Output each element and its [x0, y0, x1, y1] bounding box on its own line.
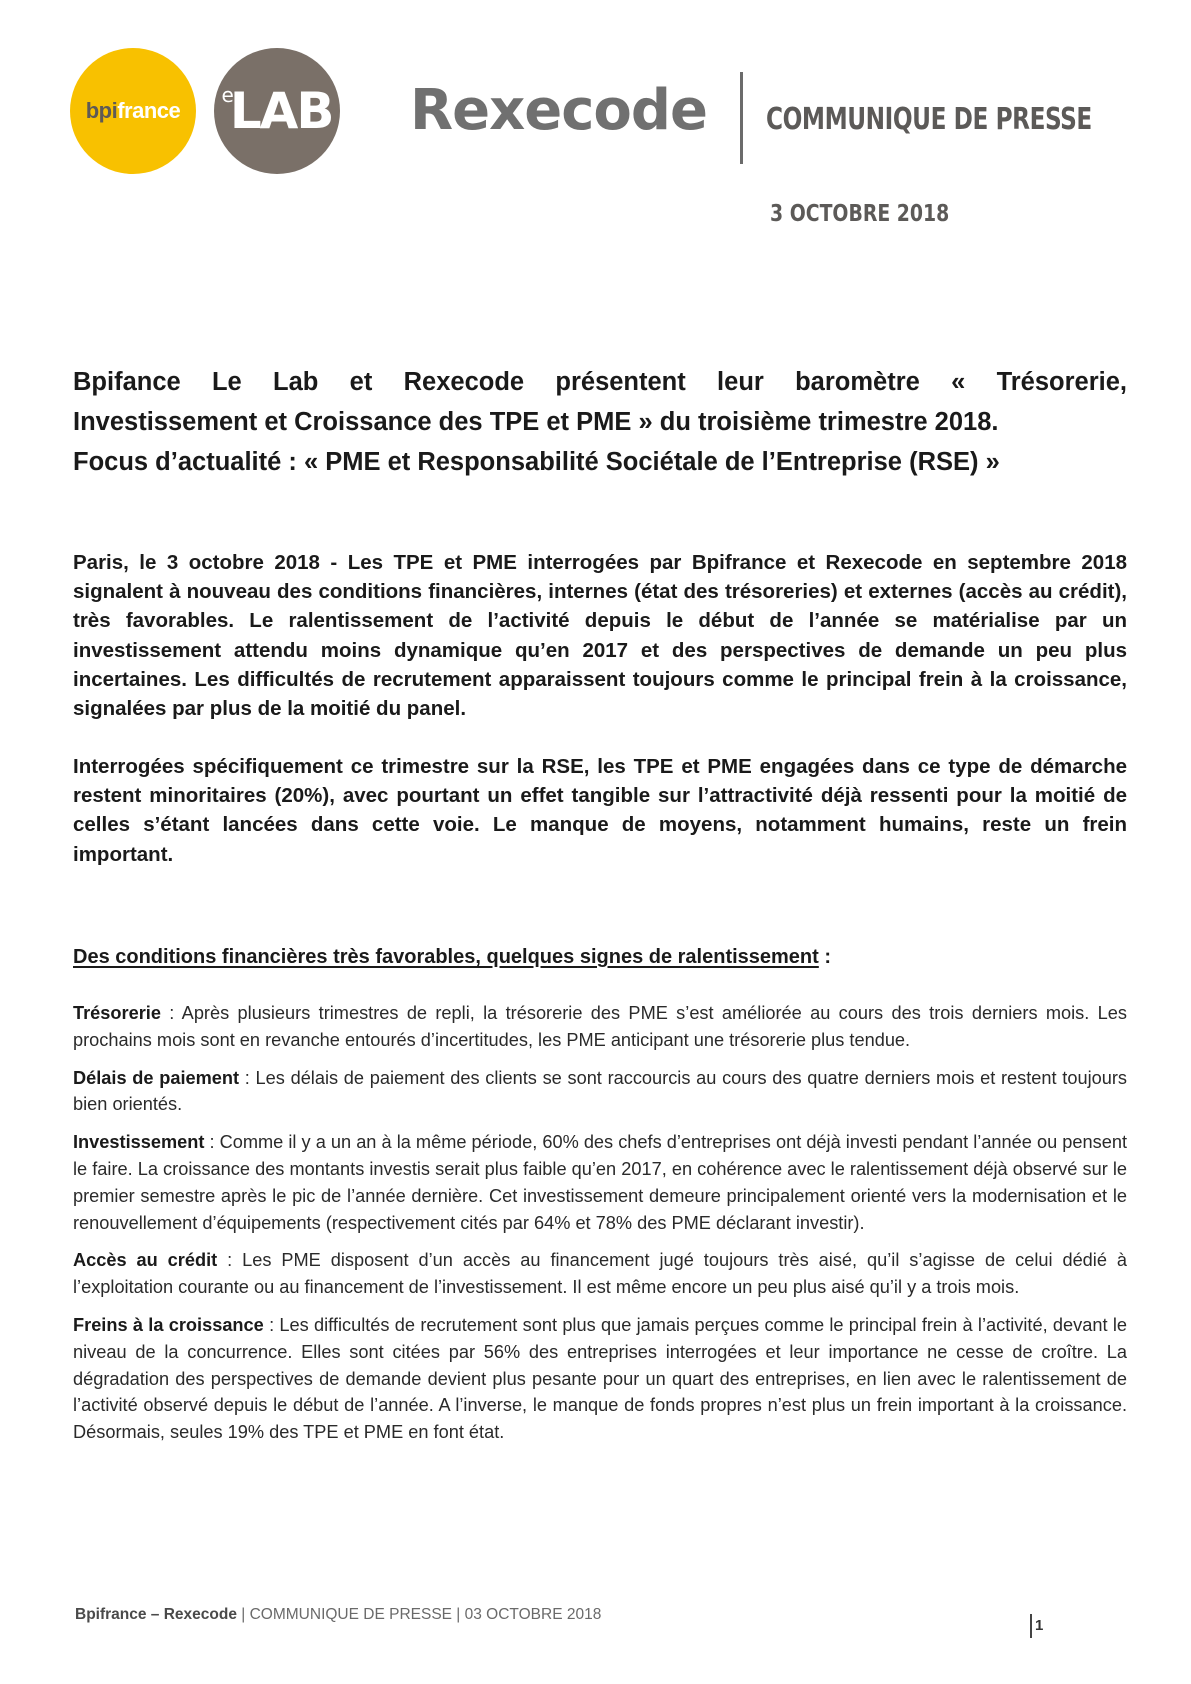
section-heading-text: Des conditions financières très favorables, quelques signes de ralentissement	[73, 946, 819, 968]
intro-paragraph-1: Paris, le 3 octobre 2018 - Les TPE et PME interrogées par Bpifrance et Rexecode en septembre 2018 signalent à nouveau des conditions financières, internes (état des trésoreries) et externes (accès au crédit), très favorables. Le ralentissement de l’activité depuis le début de l’année se matérialise par un investissement attendu moins dynamique qu’en 2017 et des perspectives de demande un peu plus incertaines. Les difficultés de recrutement apparaissent toujours comme le principal frein à la croissance, signalées par plus de la moitié du panel.	[73, 551, 1127, 721]
item-text: : Les PME disposent d’un accès au financement jugé toujours très aisé, qu’il s’agisse de celui dédié à l’exploitation courante ou au financement de l’investissement. Il est même encore un peu plus aisé qu’il y a trois mois.	[73, 1250, 1127, 1298]
item-investissement	[73, 1129, 1127, 1236]
page-footer	[75, 1606, 601, 1624]
item-text: : Après plusieurs trimestres de repli, la trésorerie des PME s’est améliorée au cours des trois derniers mois. Les prochains mois sont en revanche entourés d’incertitudes, les PME anticipant une trésorerie plus tendue.	[73, 1003, 1127, 1050]
item-text: : Les difficultés de recrutement sont plus que jamais perçues comme le principal frein à l’activité, devant le niveau de la concurrence. Elles sont citées par 56% des entreprises interrogées et leur importance ne cesse de croître. La dégradation des perspectives de demande devient plus pesante pour un quart des entreprises, en lien avec le ralentissement de l’activité observé depuis le début de l’année. A l’inverse, le manque de fonds propres n’est plus un frein important à la croissance. Désormais, seules 19% des TPE et PME en font état.	[73, 1314, 1127, 1443]
press-release-label: COMMUNIQUE DE PRESSE	[766, 102, 1092, 137]
item-freins-croissance	[73, 1312, 1127, 1446]
item-label: Investissement	[73, 1132, 205, 1153]
item-acces-credit	[73, 1247, 1127, 1301]
footer-brand: Bpifrance – Rexecode	[75, 1606, 237, 1623]
item-label: Freins à la croissance	[73, 1314, 264, 1335]
footer-info: | COMMUNIQUE DE PRESSE | 03 OCTOBRE 2018	[236, 1606, 602, 1623]
page-number-divider	[1030, 1614, 1032, 1638]
page-number: 1	[1035, 1617, 1044, 1634]
rexecode-logo: Rexecode	[410, 78, 707, 143]
header-divider	[740, 72, 743, 164]
item-label: Délais de paiement	[73, 1067, 240, 1088]
intro-paragraph-2: Interrogées spécifiquement ce trimestre sur la RSE, les TPE et PME engagées dans ce type de démarche restent minoritaires (20%), avec pourtant un effet tangible sur l’attractivité déjà ressenti pour la moitié de celles s’étant lancées dans cette voie. Le manque de moyens, notamment humains, reste un frein important.	[73, 755, 1127, 866]
le-lab-logo-text: $^e$LAB	[221, 82, 333, 140]
item-tresorerie	[73, 1000, 1127, 1054]
title-line-2: Investissement et Croissance des TPE et PME » du troisième trimestre 2018.	[73, 408, 999, 436]
section-items	[73, 1000, 1127, 1457]
item-delais-paiement	[73, 1065, 1127, 1119]
bpifrance-logo-text: bpifrance	[85, 98, 181, 123]
item-text: : Comme il y a un an à la même période, 60% des chefs d’entreprises ont déjà investi pendant l’année ou pensent le faire. La croissance des montants investis serait plus faible qu’en 2017, en cohérence avec le ralentissement déjà observé sur le premier semestre après le pic de l’année dernière. Cet investissement demeure principalement orienté vers la modernisation et le renouvellement d’équipements (respectivement cités par 64% et 78% des PME déclarant investir).	[73, 1132, 1127, 1233]
section-heading: Des conditions financières très favorables, quelques signes de ralentissement :	[73, 946, 832, 968]
document-title	[73, 362, 1127, 482]
le-lab-logo	[214, 48, 340, 174]
press-release-date: 3 OCTOBRE 2018	[770, 201, 950, 227]
item-text: : Les délais de paiement des clients se sont raccourcis au cours des quatre derniers mois et restent toujours bien orientés.	[73, 1067, 1127, 1115]
item-label: Accès au crédit	[73, 1250, 218, 1271]
bpifrance-logo	[70, 48, 196, 174]
item-label: Trésorerie	[73, 1003, 161, 1023]
title-line-3: Focus d’actualité : « PME et Responsabilité Sociétale de l’Entreprise (RSE) »	[73, 448, 1000, 476]
title-line-1: Bpifance Le Lab et Rexecode présentent leur baromètre « Trésorerie,	[73, 368, 1127, 396]
